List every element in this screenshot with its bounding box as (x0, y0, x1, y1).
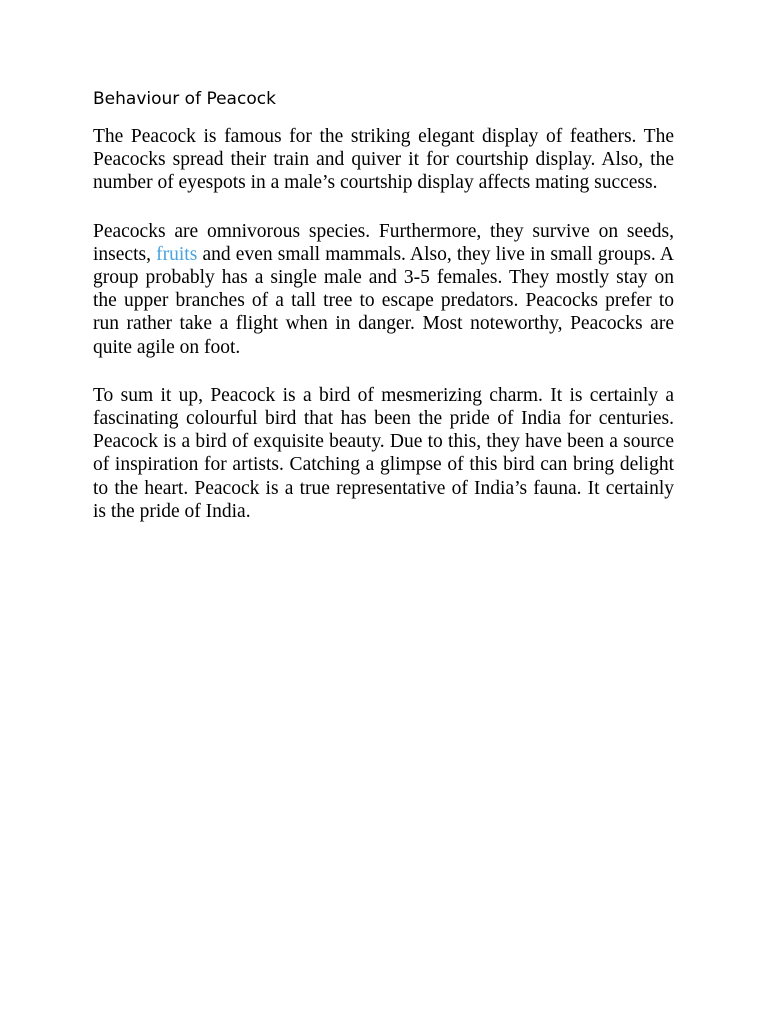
document-body (93, 87, 674, 548)
paragraph-1: The Peacock is famous for the striking elegant display of feathers. The Peacocks spread their train and quiver it for courtship display. Also, the number of eyespots in a male’s courtship display affects mating success. (93, 126, 674, 194)
paragraph-2 (93, 220, 674, 359)
paragraph-2-text-after-link: and even small mammals. Also, they live in small groups. A group probably has a single male and 3-5 females. They mostly stay on the upper branches of a tall tree to escape predators. Peacocks prefer to run rather take a flight when in danger. Most noteworthy, Peacocks are quite agile on foot. (93, 243, 674, 358)
fruits-link[interactable]: fruits (156, 243, 198, 265)
paragraph-2-text-before-link: Peacocks are omnivorous species. Furthermore, they survive on seeds, insects, (93, 220, 674, 265)
paragraph-3: To sum it up, Peacock is a bird of mesmerizing charm. It is certainly a fascinating colourful bird that has been the pride of India for centuries. Peacock is a bird of exquisite beauty. Due to this, they have been a source of inspiration for artists. Catching a glimpse of this bird can bring delight to the heart. Peacock is a true representative of India’s fauna. It certainly is the pride of India. (93, 384, 674, 522)
document-heading: Behaviour of Peacock (93, 89, 276, 109)
